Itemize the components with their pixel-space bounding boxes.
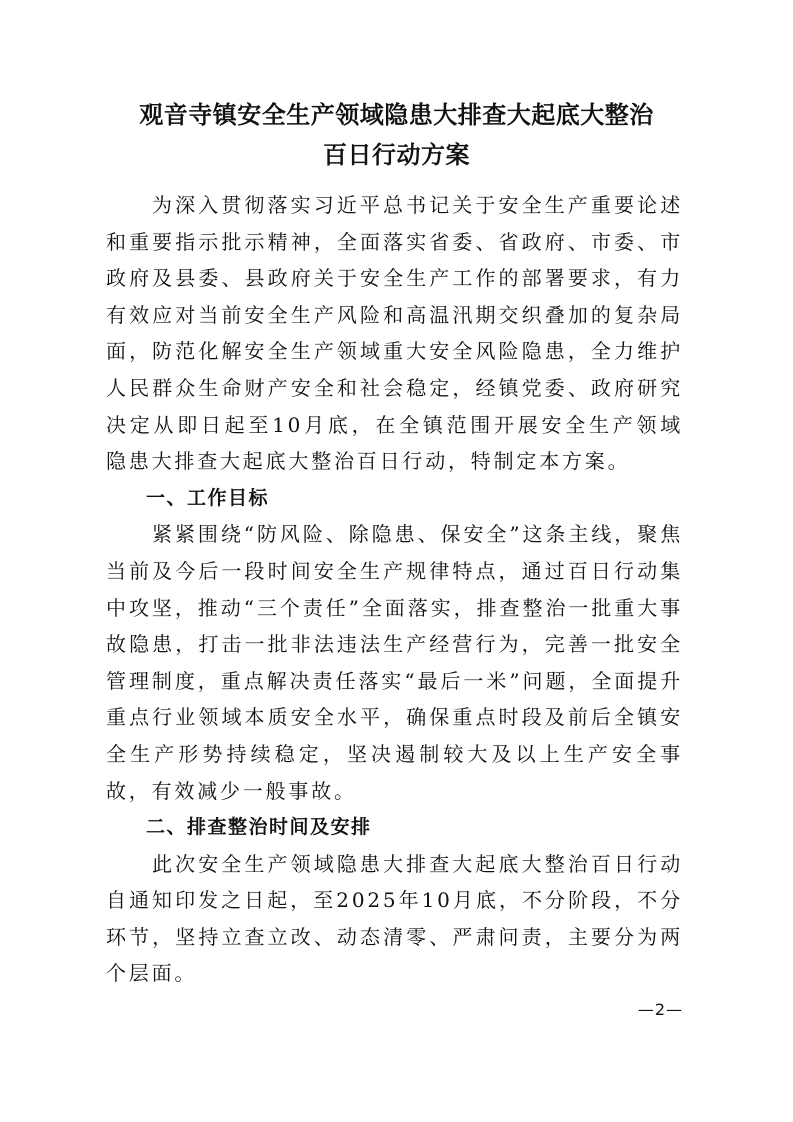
document-body [106, 187, 683, 992]
intro-paragraph: 为深入贯彻落实习近平总书记关于安全生产重要论述和重要指示批示精神，全面落实省委、省政府、市委、市政府及县委、县政府关于安全生产工作的部署要求，有力有效应对当前安全生产风险和高温汛期交织叠加的复杂局面，防范化解安全生产领域重大安全风险隐患，全力维护人民群众生命财产安全和社会稳定，经镇党委、政府研究决定从即日起至10月底，在全镇范围开展安全生产领域隐患大排查大起底大整治百日行动，特制定本方案。 [106, 193, 683, 474]
section2-heading: 二、排查整治时间及安排 [146, 816, 372, 839]
page-number: —2— [637, 1000, 683, 1019]
section2-paragraph: 此次安全生产领域隐患大排查大起底大整治百日行动自通知印发之日起，至2025年10月底，不分阶段，不分环节，坚持立查立改、动态清零、严肃问责，主要分为两个层面。 [106, 851, 683, 986]
section1-heading: 一、工作目标 [146, 486, 270, 509]
document-title-line2: 百日行动方案 [323, 140, 470, 169]
document-title-line1: 观音寺镇安全生产领域隐患大排查大起底大整治 [139, 100, 654, 129]
section1-paragraph: 紧紧围绕“防风险、除隐患、保安全”这条主线，聚焦当前及今后一段时间安全生产规律特点，通过百日行动集中攻坚，推动“三个责任”全面落实，排查整治一批重大事故隐患，打击一批非法违法生产经营行为，完善一批安全管理制度，重点解决责任落实“最后一米”问题，全面提升重点行业领域本质安全水平，确保重点时段及前后全镇安全生产形势持续稳定，坚决遏制较大及以上生产安全事故，有效减少一般事故。 [106, 522, 683, 803]
